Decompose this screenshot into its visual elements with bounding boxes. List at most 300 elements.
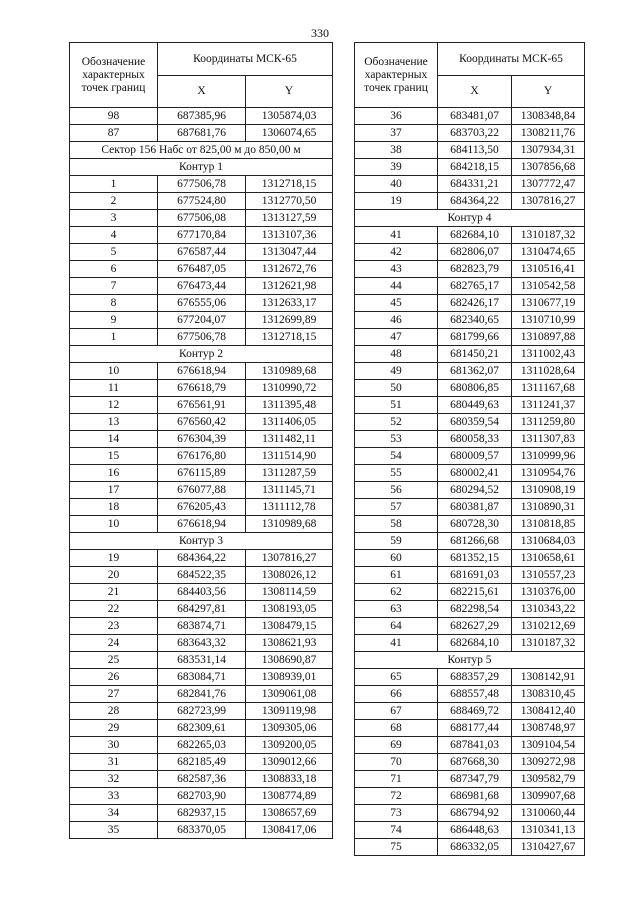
x-coordinate: 684218,15 <box>438 159 512 176</box>
table-row <box>355 329 585 346</box>
x-coordinate: 684522,35 <box>158 567 246 584</box>
x-coordinate: 676560,42 <box>158 414 246 431</box>
point-number: 28 <box>70 703 158 720</box>
y-coordinate: 1310557,23 <box>512 567 585 584</box>
table-row <box>355 159 585 176</box>
point-number: 57 <box>355 499 438 516</box>
point-number: 33 <box>70 788 158 805</box>
table-row <box>70 652 333 669</box>
table-row <box>355 295 585 312</box>
table-row <box>70 788 333 805</box>
x-coordinate: 680294,52 <box>438 482 512 499</box>
table-row <box>355 822 585 839</box>
y-coordinate: 1308026,12 <box>246 567 333 584</box>
y-coordinate: 1311287,59 <box>246 465 333 482</box>
point-number: 7 <box>70 278 158 295</box>
point-number: 23 <box>70 618 158 635</box>
x-coordinate: 682703,90 <box>158 788 246 805</box>
point-number: 69 <box>355 737 438 754</box>
y-coordinate: 1309012,66 <box>246 754 333 771</box>
table-row <box>70 295 333 312</box>
x-coordinate: 676587,44 <box>158 244 246 261</box>
point-number: 35 <box>70 822 158 839</box>
x-coordinate: 676115,89 <box>158 465 246 482</box>
point-number: 60 <box>355 550 438 567</box>
y-coordinate: 1307816,27 <box>246 550 333 567</box>
x-coordinate: 682340,65 <box>438 312 512 329</box>
x-coordinate: 680728,30 <box>438 516 512 533</box>
table-row <box>70 465 333 482</box>
x-coordinate: 684113,50 <box>438 142 512 159</box>
point-number: 27 <box>70 686 158 703</box>
y-coordinate: 1310060,44 <box>512 805 585 822</box>
table-row <box>70 431 333 448</box>
header-points: Обозначение характерных точек границ <box>70 43 158 108</box>
table-row <box>70 312 333 329</box>
x-coordinate: 680359,54 <box>438 414 512 431</box>
table-row <box>70 737 333 754</box>
x-coordinate: 676618,94 <box>158 516 246 533</box>
table-row <box>355 125 585 142</box>
y-coordinate: 1309200,05 <box>246 737 333 754</box>
table-row <box>70 380 333 397</box>
x-coordinate: 686981,68 <box>438 788 512 805</box>
table-row <box>355 788 585 805</box>
point-number: 38 <box>355 142 438 159</box>
y-coordinate: 1311482,11 <box>246 431 333 448</box>
x-coordinate: 686794,92 <box>438 805 512 822</box>
y-coordinate: 1308417,06 <box>246 822 333 839</box>
y-coordinate: 1313107,36 <box>246 227 333 244</box>
point-number: 4 <box>70 227 158 244</box>
y-coordinate: 1308657,69 <box>246 805 333 822</box>
y-coordinate: 1311028,64 <box>512 363 585 380</box>
table-row <box>70 584 333 601</box>
table-row <box>355 601 585 618</box>
point-number: 68 <box>355 720 438 737</box>
point-number: 65 <box>355 669 438 686</box>
y-coordinate: 1310908,19 <box>512 482 585 499</box>
table-row <box>355 720 585 737</box>
point-number: 52 <box>355 414 438 431</box>
y-coordinate: 1310710,99 <box>512 312 585 329</box>
y-coordinate: 1310989,68 <box>246 516 333 533</box>
y-coordinate: 1310990,72 <box>246 380 333 397</box>
y-coordinate: 1312633,17 <box>246 295 333 312</box>
x-coordinate: 677204,07 <box>158 312 246 329</box>
x-coordinate: 682309,61 <box>158 720 246 737</box>
y-coordinate: 1305874,03 <box>246 108 333 125</box>
x-coordinate: 684364,22 <box>438 193 512 210</box>
x-coordinate: 681266,68 <box>438 533 512 550</box>
x-coordinate: 687841,03 <box>438 737 512 754</box>
table-row <box>70 499 333 516</box>
point-number: 1 <box>70 176 158 193</box>
point-number: 10 <box>70 363 158 380</box>
table-row <box>70 397 333 414</box>
y-coordinate: 1310954,76 <box>512 465 585 482</box>
table-row <box>70 363 333 380</box>
header-coordinates: Координаты МСК-65 <box>438 43 585 76</box>
header-x: X <box>158 76 246 108</box>
point-number: 51 <box>355 397 438 414</box>
y-coordinate: 1312699,89 <box>246 312 333 329</box>
table-body-left <box>70 108 333 839</box>
x-coordinate: 680002,41 <box>438 465 512 482</box>
table-row <box>355 516 585 533</box>
y-coordinate: 1309061,08 <box>246 686 333 703</box>
table-row <box>355 703 585 720</box>
x-coordinate: 681352,15 <box>438 550 512 567</box>
table-row <box>70 669 333 686</box>
y-coordinate: 1308412,40 <box>512 703 585 720</box>
y-coordinate: 1310343,22 <box>512 601 585 618</box>
x-coordinate: 683643,32 <box>158 635 246 652</box>
x-coordinate: 682723,99 <box>158 703 246 720</box>
table-row <box>70 703 333 720</box>
y-coordinate: 1308142,91 <box>512 669 585 686</box>
coordinates-table-left <box>69 42 333 839</box>
table-row <box>355 193 585 210</box>
x-coordinate: 688177,44 <box>438 720 512 737</box>
y-coordinate: 1307934,31 <box>512 142 585 159</box>
table-row <box>70 482 333 499</box>
x-coordinate: 680009,57 <box>438 448 512 465</box>
table-row <box>355 363 585 380</box>
point-number: 9 <box>70 312 158 329</box>
point-number: 11 <box>70 380 158 397</box>
x-coordinate: 687347,79 <box>438 771 512 788</box>
table-row <box>355 261 585 278</box>
x-coordinate: 680806,85 <box>438 380 512 397</box>
point-number: 31 <box>70 754 158 771</box>
section-row <box>70 533 333 550</box>
point-number: 66 <box>355 686 438 703</box>
y-coordinate: 1308348,84 <box>512 108 585 125</box>
x-coordinate: 676618,94 <box>158 363 246 380</box>
page-number: 330 <box>311 26 329 40</box>
table-row <box>70 516 333 533</box>
y-coordinate: 1310341,13 <box>512 822 585 839</box>
table-row <box>355 550 585 567</box>
x-coordinate: 677170,84 <box>158 227 246 244</box>
y-coordinate: 1310376,00 <box>512 584 585 601</box>
y-coordinate: 1309907,68 <box>512 788 585 805</box>
x-coordinate: 676473,44 <box>158 278 246 295</box>
y-coordinate: 1312621,98 <box>246 278 333 295</box>
section-title: Сектор 156 Набс от 825,00 м до 850,00 м <box>70 142 333 159</box>
y-coordinate: 1308690,87 <box>246 652 333 669</box>
point-number: 41 <box>355 227 438 244</box>
point-number: 37 <box>355 125 438 142</box>
x-coordinate: 682684,10 <box>438 635 512 652</box>
point-number: 16 <box>70 465 158 482</box>
point-number: 61 <box>355 567 438 584</box>
x-coordinate: 680381,87 <box>438 499 512 516</box>
section-row <box>355 210 585 227</box>
y-coordinate: 1311241,37 <box>512 397 585 414</box>
point-number: 71 <box>355 771 438 788</box>
section-title: Контур 5 <box>355 652 585 669</box>
x-coordinate: 687668,30 <box>438 754 512 771</box>
x-coordinate: 676487,05 <box>158 261 246 278</box>
table-row <box>70 261 333 278</box>
header-x: X <box>438 76 512 108</box>
table-row <box>355 686 585 703</box>
point-number: 67 <box>355 703 438 720</box>
table-row <box>355 584 585 601</box>
point-number: 50 <box>355 380 438 397</box>
point-number: 20 <box>70 567 158 584</box>
point-number: 42 <box>355 244 438 261</box>
table-row <box>70 567 333 584</box>
table-row <box>355 312 585 329</box>
table-row <box>70 278 333 295</box>
point-number: 43 <box>355 261 438 278</box>
y-coordinate: 1307856,68 <box>512 159 585 176</box>
section-row <box>70 346 333 363</box>
x-coordinate: 684403,56 <box>158 584 246 601</box>
table-row <box>355 737 585 754</box>
point-number: 17 <box>70 482 158 499</box>
point-number: 30 <box>70 737 158 754</box>
y-coordinate: 1311167,68 <box>512 380 585 397</box>
table-row <box>70 414 333 431</box>
section-title: Контур 2 <box>70 346 333 363</box>
y-coordinate: 1312718,15 <box>246 329 333 346</box>
x-coordinate: 676561,91 <box>158 397 246 414</box>
point-number: 75 <box>355 839 438 856</box>
x-coordinate: 682185,49 <box>158 754 246 771</box>
y-coordinate: 1306074,65 <box>246 125 333 142</box>
x-coordinate: 677506,78 <box>158 329 246 346</box>
table-row <box>70 227 333 244</box>
coordinates-table-right <box>354 42 585 856</box>
point-number: 47 <box>355 329 438 346</box>
point-number: 73 <box>355 805 438 822</box>
y-coordinate: 1308748,97 <box>512 720 585 737</box>
x-coordinate: 683531,14 <box>158 652 246 669</box>
table-row <box>355 346 585 363</box>
table-row <box>355 380 585 397</box>
point-number: 63 <box>355 601 438 618</box>
table-row <box>70 108 333 125</box>
table-row <box>70 618 333 635</box>
table-body-right <box>355 108 585 856</box>
table-row <box>355 397 585 414</box>
x-coordinate: 681691,03 <box>438 567 512 584</box>
y-coordinate: 1312770,50 <box>246 193 333 210</box>
table-row <box>70 686 333 703</box>
x-coordinate: 683703,22 <box>438 125 512 142</box>
point-number: 44 <box>355 278 438 295</box>
point-number: 49 <box>355 363 438 380</box>
point-number: 70 <box>355 754 438 771</box>
x-coordinate: 682627,29 <box>438 618 512 635</box>
header-points: Обозначение характерных точек границ <box>355 43 438 108</box>
x-coordinate: 682298,54 <box>438 601 512 618</box>
point-number: 1 <box>70 329 158 346</box>
table-row <box>70 771 333 788</box>
y-coordinate: 1310427,67 <box>512 839 585 856</box>
y-coordinate: 1309272,98 <box>512 754 585 771</box>
y-coordinate: 1313127,59 <box>246 210 333 227</box>
point-number: 53 <box>355 431 438 448</box>
section-row <box>70 159 333 176</box>
section-title: Контур 4 <box>355 210 585 227</box>
y-coordinate: 1308114,59 <box>246 584 333 601</box>
x-coordinate: 676077,88 <box>158 482 246 499</box>
header-coordinates: Координаты МСК-65 <box>158 43 333 76</box>
point-number: 3 <box>70 210 158 227</box>
point-number: 13 <box>70 414 158 431</box>
x-coordinate: 682587,36 <box>158 771 246 788</box>
x-coordinate: 683481,07 <box>438 108 512 125</box>
x-coordinate: 676555,06 <box>158 295 246 312</box>
point-number: 74 <box>355 822 438 839</box>
y-coordinate: 1308939,01 <box>246 669 333 686</box>
section-row <box>70 142 333 159</box>
point-number: 26 <box>70 669 158 686</box>
y-coordinate: 1310677,19 <box>512 295 585 312</box>
table-row <box>355 448 585 465</box>
table-row <box>70 805 333 822</box>
point-number: 39 <box>355 159 438 176</box>
x-coordinate: 677506,78 <box>158 176 246 193</box>
point-number: 14 <box>70 431 158 448</box>
point-number: 5 <box>70 244 158 261</box>
point-number: 22 <box>70 601 158 618</box>
y-coordinate: 1309305,06 <box>246 720 333 737</box>
table-row <box>70 210 333 227</box>
point-number: 32 <box>70 771 158 788</box>
y-coordinate: 1310474,65 <box>512 244 585 261</box>
y-coordinate: 1308310,45 <box>512 686 585 703</box>
table-row <box>355 839 585 856</box>
point-number: 24 <box>70 635 158 652</box>
point-number: 62 <box>355 584 438 601</box>
point-number: 58 <box>355 516 438 533</box>
x-coordinate: 688469,72 <box>438 703 512 720</box>
table-row <box>355 108 585 125</box>
x-coordinate: 686332,05 <box>438 839 512 856</box>
x-coordinate: 677524,80 <box>158 193 246 210</box>
x-coordinate: 682806,07 <box>438 244 512 261</box>
y-coordinate: 1310187,32 <box>512 635 585 652</box>
x-coordinate: 682765,17 <box>438 278 512 295</box>
y-coordinate: 1311406,05 <box>246 414 333 431</box>
x-coordinate: 676205,43 <box>158 499 246 516</box>
x-coordinate: 682684,10 <box>438 227 512 244</box>
y-coordinate: 1310897,88 <box>512 329 585 346</box>
y-coordinate: 1310684,03 <box>512 533 585 550</box>
x-coordinate: 684297,81 <box>158 601 246 618</box>
y-coordinate: 1308833,18 <box>246 771 333 788</box>
y-coordinate: 1309119,98 <box>246 703 333 720</box>
x-coordinate: 677506,08 <box>158 210 246 227</box>
x-coordinate: 688357,29 <box>438 669 512 686</box>
point-number: 54 <box>355 448 438 465</box>
y-coordinate: 1311259,80 <box>512 414 585 431</box>
table-row <box>70 635 333 652</box>
table-row <box>355 669 585 686</box>
x-coordinate: 681450,21 <box>438 346 512 363</box>
y-coordinate: 1312672,76 <box>246 261 333 278</box>
x-coordinate: 676304,39 <box>158 431 246 448</box>
header-y: Y <box>246 76 333 108</box>
y-coordinate: 1308621,93 <box>246 635 333 652</box>
point-number: 64 <box>355 618 438 635</box>
y-coordinate: 1310999,96 <box>512 448 585 465</box>
point-number: 55 <box>355 465 438 482</box>
point-number: 12 <box>70 397 158 414</box>
x-coordinate: 687681,76 <box>158 125 246 142</box>
y-coordinate: 1311145,71 <box>246 482 333 499</box>
point-number: 59 <box>355 533 438 550</box>
x-coordinate: 683370,05 <box>158 822 246 839</box>
table-row <box>355 754 585 771</box>
point-number: 36 <box>355 108 438 125</box>
point-number: 45 <box>355 295 438 312</box>
point-number: 46 <box>355 312 438 329</box>
table-row <box>70 125 333 142</box>
x-coordinate: 688557,48 <box>438 686 512 703</box>
y-coordinate: 1310187,32 <box>512 227 585 244</box>
point-number: 25 <box>70 652 158 669</box>
point-number: 48 <box>355 346 438 363</box>
y-coordinate: 1309582,79 <box>512 771 585 788</box>
header-y: Y <box>512 76 585 108</box>
point-number: 10 <box>70 516 158 533</box>
x-coordinate: 681799,66 <box>438 329 512 346</box>
y-coordinate: 1311002,43 <box>512 346 585 363</box>
table-row <box>70 754 333 771</box>
point-number: 72 <box>355 788 438 805</box>
y-coordinate: 1307816,27 <box>512 193 585 210</box>
table-row <box>355 227 585 244</box>
section-title: Контур 1 <box>70 159 333 176</box>
table-row <box>355 567 585 584</box>
y-coordinate: 1311307,83 <box>512 431 585 448</box>
point-number: 6 <box>70 261 158 278</box>
x-coordinate: 682841,76 <box>158 686 246 703</box>
y-coordinate: 1310542,58 <box>512 278 585 295</box>
y-coordinate: 1308211,76 <box>512 125 585 142</box>
x-coordinate: 682823,79 <box>438 261 512 278</box>
x-coordinate: 683874,71 <box>158 618 246 635</box>
table-row <box>355 805 585 822</box>
x-coordinate: 682937,15 <box>158 805 246 822</box>
table-row <box>355 278 585 295</box>
point-number: 8 <box>70 295 158 312</box>
point-number: 40 <box>355 176 438 193</box>
x-coordinate: 682265,03 <box>158 737 246 754</box>
table-row <box>355 176 585 193</box>
table-row <box>355 771 585 788</box>
table-row <box>355 482 585 499</box>
y-coordinate: 1308193,05 <box>246 601 333 618</box>
y-coordinate: 1311112,78 <box>246 499 333 516</box>
x-coordinate: 680058,33 <box>438 431 512 448</box>
y-coordinate: 1308479,15 <box>246 618 333 635</box>
y-coordinate: 1311395,48 <box>246 397 333 414</box>
table-row <box>70 601 333 618</box>
y-coordinate: 1310658,61 <box>512 550 585 567</box>
section-row <box>355 652 585 669</box>
point-number: 56 <box>355 482 438 499</box>
point-number: 19 <box>355 193 438 210</box>
y-coordinate: 1310890,31 <box>512 499 585 516</box>
